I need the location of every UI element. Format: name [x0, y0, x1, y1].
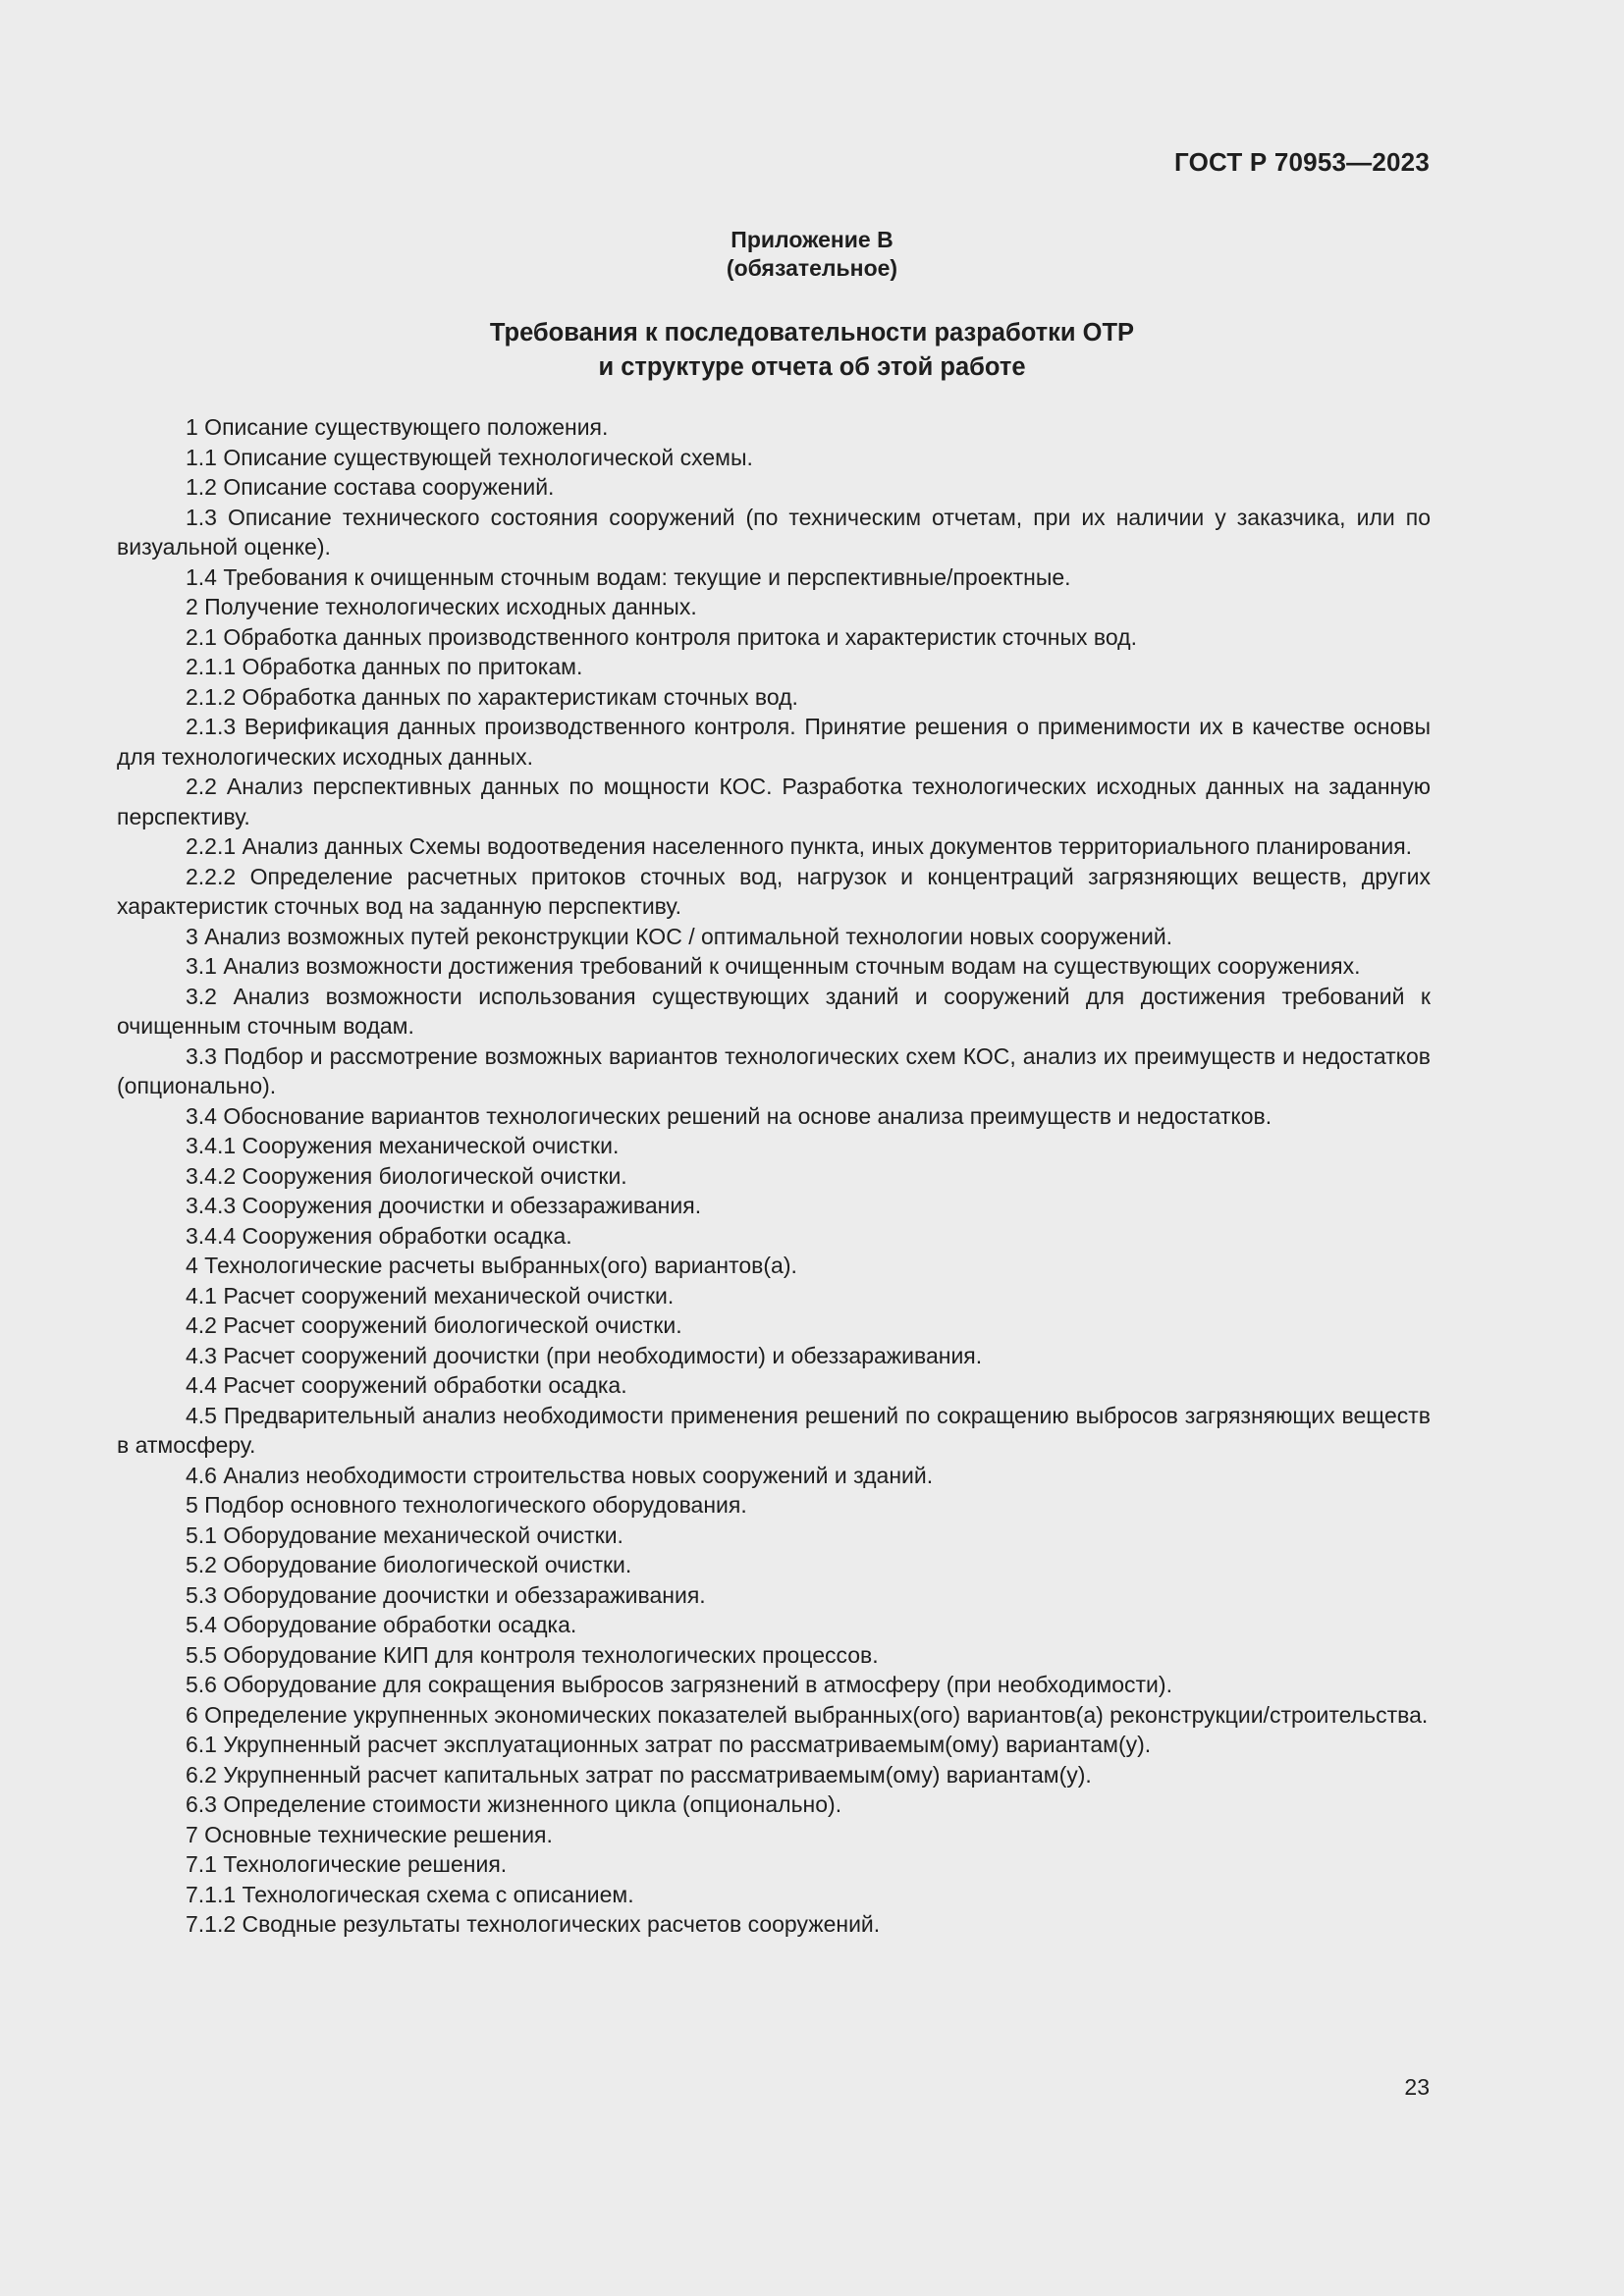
list-item: 5.1 Оборудование механической очистки. — [186, 1522, 623, 1548]
list-item: 4.3 Расчет сооружений доочистки (при необходимости) и обеззараживания. — [186, 1342, 983, 1368]
list-item: 2 Получение технологических исходных данных. — [186, 594, 697, 619]
list-item: 4.1 Расчет сооружений механической очистки. — [186, 1282, 675, 1308]
list-item: 1.2 Описание состава сооружений. — [186, 474, 555, 500]
list-item: 2.2.1 Анализ данных Схемы водоотведения населенного пункта, иных документов территориального планирования. — [186, 833, 1413, 859]
list-item: 5.3 Оборудование доочистки и обеззараживания. — [186, 1581, 706, 1608]
list-item: 5.6 Оборудование для сокращения выбросов загрязнений в атмосферу (при необходимости). — [186, 1672, 1172, 1697]
list-item: 4.6 Анализ необходимости строительства новых сооружений и зданий. — [186, 1462, 934, 1488]
list-item: 2.1 Обработка данных производственного контроля притока и характеристик сточных вод. — [186, 623, 1137, 650]
list-item: 1.1 Описание существующей технологической схемы. — [186, 444, 753, 470]
list-item: 4.5 Предварительный анализ необходимости применения решений по сокращению выбросов загрязняющих веществ в атмосферу. — [117, 1402, 1431, 1458]
list-item: 2.1.1 Обработка данных по притокам. — [186, 654, 583, 679]
list-item: 4 Технологические расчеты выбранных(ого) вариантов(а). — [186, 1253, 797, 1278]
list-item: 6 Определение укрупненных экономических показателей выбранных(ого) вариантов(а) реконструкции/строительства. — [186, 1701, 1429, 1728]
list-item: 3.4.3 Сооружения доочистки и обеззараживания. — [186, 1193, 702, 1218]
list-item: 5.4 Оборудование обработки осадка. — [186, 1612, 577, 1637]
list-item: 2.2.2 Определение расчетных притоков сточных вод, нагрузок и концентраций загрязняющих веществ, других характеристик сточных вод на заданную перспективу. — [117, 863, 1431, 919]
list-item: 2.2 Анализ перспективных данных по мощности КОС. Разработка технологических исходных данных на заданную перспективу. — [117, 774, 1431, 829]
list-item: 1.4 Требования к очищенным сточным водам: текущие и перспективные/проектные. — [186, 563, 1071, 590]
list-item: 4.4 Расчет сооружений обработки осадка. — [186, 1372, 627, 1398]
list-item: 1 Описание существующего положения. — [186, 414, 609, 440]
appendix-heading — [0, 226, 1624, 283]
list-item: 7.1 Технологические решения. — [186, 1851, 508, 1877]
list-item: 6.1 Укрупненный расчет эксплуатационных затрат по рассматриваемым(ому) вариантам(у). — [186, 1732, 1152, 1757]
list-item: 6.2 Укрупненный расчет капитальных затрат по рассматриваемым(ому) вариантам(у). — [186, 1761, 1092, 1788]
list-item: 6.3 Определение стоимости жизненного цикла (опционально). — [186, 1791, 842, 1817]
list-item: 3 Анализ возможных путей реконструкции КОС / оптимальной технологии новых сооружений. — [186, 923, 1173, 949]
appendix-label: Приложение В — [731, 227, 893, 252]
requirements-list — [117, 412, 1431, 1940]
list-item: 7.1.2 Сводные результаты технологических расчетов сооружений. — [186, 1911, 881, 1937]
list-item: 5 Подбор основного технологического оборудования. — [186, 1492, 747, 1518]
list-item: 5.5 Оборудование КИП для контроля технологических процессов. — [186, 1641, 879, 1668]
list-item: 3.1 Анализ возможности достижения требований к очищенным сточным водам на существующих сооружениях. — [186, 953, 1361, 979]
list-item: 3.3 Подбор и рассмотрение возможных вариантов технологических схем КОС, анализ их преимуществ и недостатков (опционально). — [117, 1042, 1431, 1098]
list-item: 3.4.1 Сооружения механической очистки. — [186, 1133, 620, 1158]
section-title-line-1: Требования к последовательности разработки ОТР — [489, 319, 1135, 347]
list-item: 3.4 Обоснование вариантов технологических решений на основе анализа преимуществ и недостатков. — [186, 1102, 1272, 1129]
page-number: 23 — [1404, 2074, 1430, 2100]
section-title — [0, 316, 1624, 385]
list-item: 5.2 Оборудование биологической очистки. — [186, 1552, 632, 1577]
list-item: 4.2 Расчет сооружений биологической очистки. — [186, 1312, 682, 1338]
list-item: 7 Основные технические решения. — [186, 1821, 553, 1847]
list-item: 2.1.2 Обработка данных по характеристикам сточных вод. — [186, 683, 798, 710]
list-item: 3.4.2 Сооружения биологической очистки. — [186, 1162, 627, 1189]
list-item: 7.1.1 Технологическая схема с описанием. — [186, 1881, 634, 1907]
list-item: 3.4.4 Сооружения обработки осадка. — [186, 1222, 572, 1249]
appendix-status: (обязательное) — [726, 255, 898, 281]
list-item: 1.3 Описание технического состояния сооружений (по техническим отчетам, при их наличии у заказчика, или по визуальной оценке). — [117, 504, 1431, 560]
section-title-line-2: и структуре отчета об этой работе — [598, 353, 1026, 381]
list-item: 3.2 Анализ возможности использования существующих зданий и сооружений для достижения требований к очищенным сточным водам. — [117, 983, 1431, 1039]
list-item: 2.1.3 Верификация данных производственного контроля. Принятие решения о применимости их в качестве основы для технологических исходных данных. — [117, 714, 1431, 770]
document-code: ГОСТ Р 70953—2023 — [1174, 147, 1430, 177]
